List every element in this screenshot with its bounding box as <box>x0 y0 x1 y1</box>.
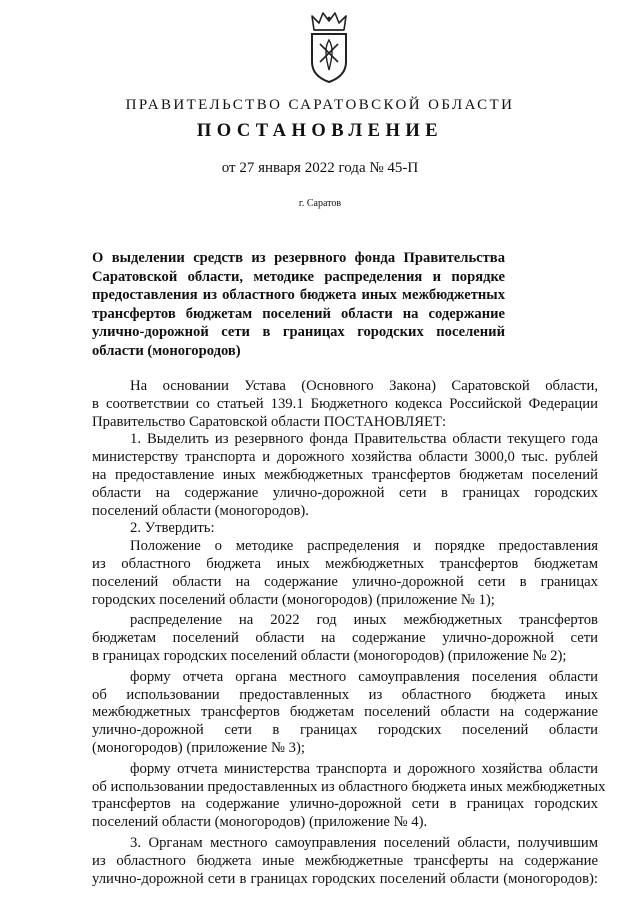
text-line: поселений области (моногородов) (приложение № 4). <box>92 814 428 831</box>
document-date-number: от 27 января 2022 года № 45-П <box>221 160 419 176</box>
document-type-title: ПОСТАНОВЛЕНИЕ <box>196 121 444 141</box>
text-line: в границах городских поселений области (моногородов) (приложение № 2); <box>92 647 567 664</box>
text-line: области на содержание улично-дорожной сети в границах городских <box>92 484 598 501</box>
paragraph-distribution <box>92 612 598 665</box>
document-body <box>92 378 606 888</box>
text-line: 3. Органам местного самоуправления поселений области, получившим <box>130 834 598 851</box>
text-line: форму отчета органа местного самоуправления поселения области <box>130 668 598 685</box>
text-line: на предоставление иных межбюджетных трансфертов бюджетам поселений <box>92 466 598 483</box>
paragraph-report-form-ministry <box>92 760 606 832</box>
text-line: Правительство Саратовской области ПОСТАНОВЛЯЕТ: <box>92 413 447 430</box>
paragraph-method-regulation <box>92 538 598 609</box>
text-line: поселений области (моногородов). <box>92 502 309 519</box>
text-line: улично-дорожной сети в границах городских поселений области <box>92 722 598 739</box>
paragraph-item-2 <box>92 520 598 538</box>
text-line: 2. Утвердить: <box>130 520 215 537</box>
paragraph-report-form-local <box>92 669 598 758</box>
heading-line: улично-дорожной сети в границах городских поселений <box>92 324 505 341</box>
paragraph-item-3 <box>92 835 598 888</box>
text-line: трансфертов на содержание улично-дорожной сети в границах городских <box>92 796 598 813</box>
paragraph-preamble <box>92 378 598 431</box>
text-line: поселений области на содержание улично-дорожной сети в границах <box>92 573 598 590</box>
text-line: межбюджетных трансфертов бюджетам поселений области на содержание <box>92 704 598 721</box>
text-line: бюджетам поселений области на содержание улично-дорожной сети <box>92 630 598 647</box>
text-line: 1. Выделить из резервного фонда Правительства области текущего года <box>130 431 598 448</box>
text-line: форму отчета министерства транспорта и дорожного хозяйства области <box>130 760 598 777</box>
text-line: из областного бюджета иные межбюджетные трансферты на содержание <box>92 852 598 869</box>
text-line: из областного бюджета иных межбюджетных трансфертов бюджетам <box>92 555 598 572</box>
heading-line: предоставления из областного бюджета иных межбюджетных <box>92 287 505 304</box>
text-line: об использовании предоставленных из областного бюджета иных межбюджетных <box>92 778 606 795</box>
saratov-coat-of-arms-icon <box>306 10 352 84</box>
heading-line: трансфертов бюджетам поселений области на содержание <box>92 305 505 322</box>
text-line: об использовании предоставленных из областного бюджета иных <box>92 686 598 703</box>
text-line: министерству транспорта и дорожного хозяйства области 3000,0 тыс. рублей <box>92 449 598 466</box>
text-line: Положение о методике распределения и порядке предоставления <box>130 538 598 555</box>
text-line: распределение на 2022 год иных межбюджетных трансфертов <box>130 612 598 629</box>
heading-line: О выделении средств из резервного фонда Правительства <box>92 250 505 266</box>
heading-line: области (моногородов) <box>92 342 241 359</box>
text-line: На основании Устава (Основного Закона) Саратовской области, <box>130 378 598 394</box>
text-line: городских поселений области (моногородов) (приложение № 1); <box>92 591 495 608</box>
text-line: (моногородов) (приложение № 3); <box>92 739 305 756</box>
text-line: в соответствии со статьей 139.1 Бюджетного кодекса Российской Федерации <box>92 395 598 412</box>
text-line: улично-дорожной сети в границах городских поселений области (моногородов): <box>92 870 598 887</box>
government-name: ПРАВИТЕЛЬСТВО САРАТОВСКОЙ ОБЛАСТИ <box>125 97 515 113</box>
document-city: г. Саратов <box>298 198 342 209</box>
paragraph-item-1 <box>92 431 598 520</box>
document-heading <box>92 249 505 361</box>
heading-line: Саратовской области, методике распределения и порядке <box>92 268 505 285</box>
